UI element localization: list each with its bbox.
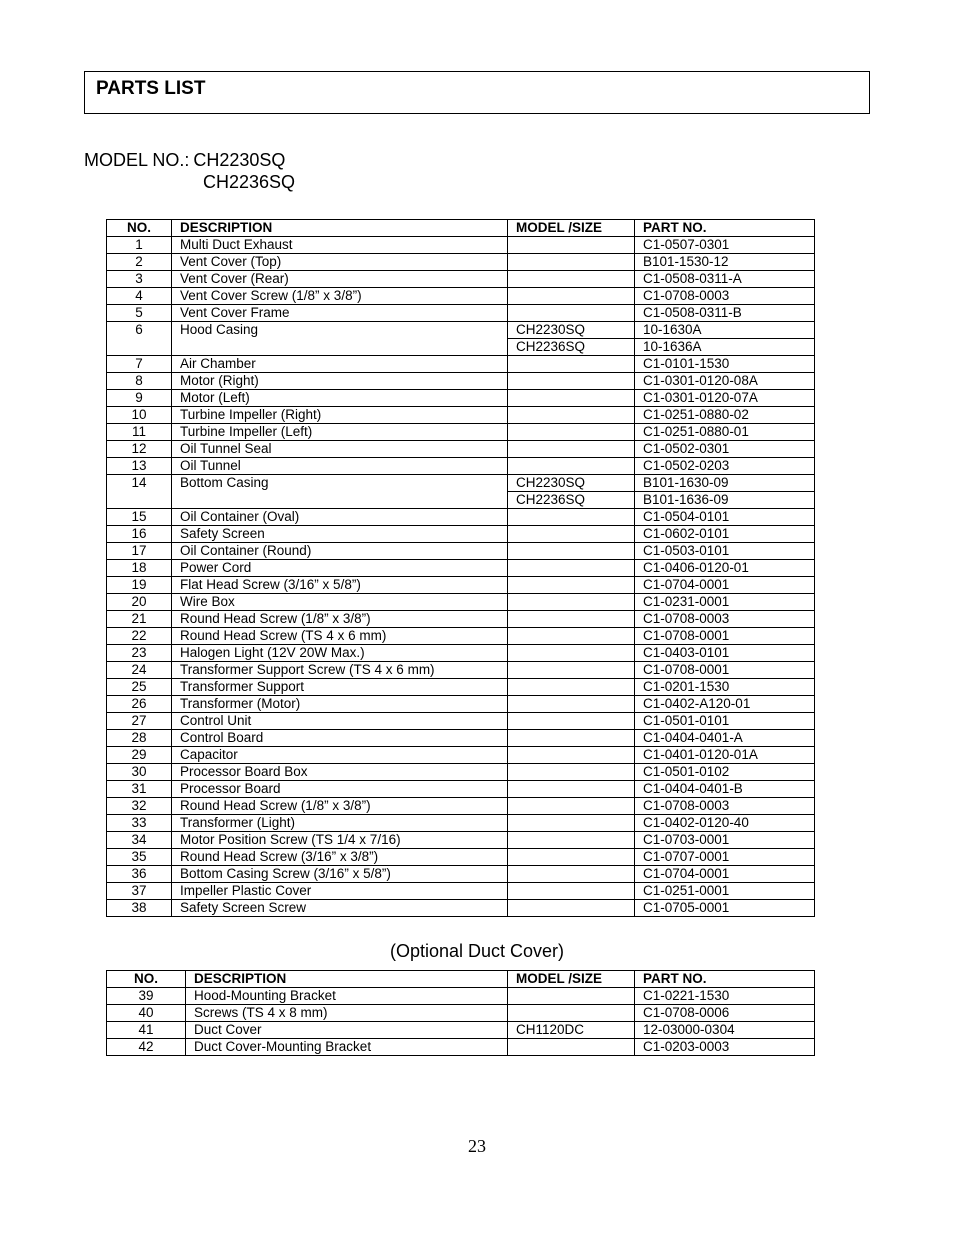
- part-number-cell: 6: [107, 322, 172, 339]
- model-size-cell: [508, 1039, 635, 1056]
- part-number-cell: 20: [107, 594, 172, 611]
- part-number-cell: 34: [107, 832, 172, 849]
- title-box: [84, 71, 870, 114]
- part-no-cell: C1-0503-0101: [635, 543, 815, 560]
- part-number-cell: 24: [107, 662, 172, 679]
- part-number-cell: 14: [107, 475, 172, 492]
- description-cell: Wire Box: [172, 594, 508, 611]
- col-header-part: PART NO.: [635, 971, 815, 988]
- description-cell: Safety Screen: [172, 526, 508, 543]
- table-row: [107, 730, 815, 747]
- model-size-cell: [508, 373, 635, 390]
- part-number-cell: 32: [107, 798, 172, 815]
- parts-table: [106, 219, 815, 917]
- model-size-cell: [508, 509, 635, 526]
- page-title: PARTS LIST: [96, 78, 206, 99]
- col-header-no: NO.: [107, 220, 172, 237]
- part-no-cell: C1-0705-0001: [635, 900, 815, 917]
- part-number-cell: 13: [107, 458, 172, 475]
- table-row: [107, 288, 815, 305]
- model-size-cell: [508, 424, 635, 441]
- description-cell: Motor Position Screw (TS 1/4 x 7/16): [172, 832, 508, 849]
- model-size-cell: [508, 271, 635, 288]
- model-size-cell: [508, 988, 635, 1005]
- table-row: [107, 390, 815, 407]
- part-no-cell: 12-03000-0304: [635, 1022, 815, 1039]
- part-number-cell: 12: [107, 441, 172, 458]
- model-size-cell: [508, 679, 635, 696]
- part-no-cell: C1-0402-0120-40: [635, 815, 815, 832]
- part-no-cell: C1-0501-0101: [635, 713, 815, 730]
- table-row: [107, 1022, 815, 1039]
- table-row: [107, 883, 815, 900]
- description-cell: Safety Screen Screw: [172, 900, 508, 917]
- description-cell: Duct Cover-Mounting Bracket: [186, 1039, 508, 1056]
- part-number-cell: 18: [107, 560, 172, 577]
- description-cell: Round Head Screw (TS 4 x 6 mm): [172, 628, 508, 645]
- optional-section-title: (Optional Duct Cover): [389, 941, 565, 961]
- part-no-cell: C1-0708-0003: [635, 798, 815, 815]
- part-number-cell: 25: [107, 679, 172, 696]
- model-size-cell: [508, 526, 635, 543]
- table-row: [107, 458, 815, 475]
- table-row: [107, 781, 815, 798]
- description-cell: Control Unit: [172, 713, 508, 730]
- model-number-2: CH2236SQ: [203, 172, 296, 192]
- model-size-cell: [508, 832, 635, 849]
- model-size-cell: [508, 560, 635, 577]
- part-no-cell: C1-0501-0102: [635, 764, 815, 781]
- table-row: [107, 373, 815, 390]
- part-number-cell: [107, 339, 172, 356]
- part-number-cell: 26: [107, 696, 172, 713]
- table-row: [107, 662, 815, 679]
- part-number-cell: 19: [107, 577, 172, 594]
- part-no-cell: B101-1530-12: [635, 254, 815, 271]
- part-no-cell: C1-0201-1530: [635, 679, 815, 696]
- part-number-cell: 16: [107, 526, 172, 543]
- table-row: [107, 424, 815, 441]
- table-row: [107, 526, 815, 543]
- part-number-cell: 33: [107, 815, 172, 832]
- model-size-cell: [508, 866, 635, 883]
- model-size-cell: [508, 730, 635, 747]
- part-number-cell: 15: [107, 509, 172, 526]
- model-size-cell: [508, 1005, 635, 1022]
- table-row: [107, 713, 815, 730]
- model-size-cell: [508, 288, 635, 305]
- table-row: [107, 849, 815, 866]
- part-no-cell: C1-0507-0301: [635, 237, 815, 254]
- model-size-cell: [508, 356, 635, 373]
- description-cell: Processor Board Box: [172, 764, 508, 781]
- description-cell: Round Head Screw (1/8” x 3/8”): [172, 798, 508, 815]
- part-number-cell: 41: [107, 1022, 186, 1039]
- part-number-cell: 1: [107, 237, 172, 254]
- part-number-cell: 21: [107, 611, 172, 628]
- table-row: [107, 237, 815, 254]
- description-cell: Multi Duct Exhaust: [172, 237, 508, 254]
- table-row: [107, 356, 815, 373]
- part-no-cell: C1-0251-0880-01: [635, 424, 815, 441]
- part-number-cell: 7: [107, 356, 172, 373]
- col-header-model: MODEL /SIZE: [508, 971, 635, 988]
- part-number-cell: 5: [107, 305, 172, 322]
- model-size-cell: CH2230SQ: [508, 322, 635, 339]
- model-number-1: CH2230SQ: [193, 150, 286, 170]
- table-row: [107, 322, 815, 339]
- description-cell: Vent Cover Screw (1/8” x 3/8”): [172, 288, 508, 305]
- description-cell: Power Cord: [172, 560, 508, 577]
- part-number-cell: 30: [107, 764, 172, 781]
- table-row: [107, 764, 815, 781]
- model-size-cell: [508, 662, 635, 679]
- part-number-cell: 22: [107, 628, 172, 645]
- model-size-cell: [508, 577, 635, 594]
- optional-parts-table: [106, 970, 815, 1056]
- part-no-cell: C1-0251-0880-02: [635, 407, 815, 424]
- part-no-cell: C1-0502-0203: [635, 458, 815, 475]
- col-header-part: PART NO.: [635, 220, 815, 237]
- table-row: [107, 747, 815, 764]
- part-number-cell: 35: [107, 849, 172, 866]
- part-no-cell: C1-0101-1530: [635, 356, 815, 373]
- table-row: [107, 866, 815, 883]
- parts-table-header: [107, 220, 815, 237]
- table-row: [107, 696, 815, 713]
- description-cell: [172, 339, 508, 356]
- table-row: [107, 305, 815, 322]
- model-label: MODEL NO.:: [84, 150, 190, 170]
- part-no-cell: C1-0707-0001: [635, 849, 815, 866]
- description-cell: Control Board: [172, 730, 508, 747]
- part-no-cell: C1-0602-0101: [635, 526, 815, 543]
- part-number-cell: 38: [107, 900, 172, 917]
- part-no-cell: C1-0403-0101: [635, 645, 815, 662]
- description-cell: Duct Cover: [186, 1022, 508, 1039]
- part-number-cell: 36: [107, 866, 172, 883]
- model-size-cell: [508, 543, 635, 560]
- table-row: [107, 492, 815, 509]
- description-cell: Screws (TS 4 x 8 mm): [186, 1005, 508, 1022]
- model-size-cell: [508, 441, 635, 458]
- part-no-cell: C1-0404-0401-B: [635, 781, 815, 798]
- part-number-cell: 4: [107, 288, 172, 305]
- model-size-cell: [508, 781, 635, 798]
- part-no-cell: C1-0708-0003: [635, 611, 815, 628]
- part-number-cell: 11: [107, 424, 172, 441]
- part-number-cell: 40: [107, 1005, 186, 1022]
- part-number-cell: 23: [107, 645, 172, 662]
- part-number-cell: 28: [107, 730, 172, 747]
- description-cell: Bottom Casing: [172, 475, 508, 492]
- part-no-cell: C1-0231-0001: [635, 594, 815, 611]
- part-number-cell: 42: [107, 1039, 186, 1056]
- table-row: [107, 900, 815, 917]
- table-row: [107, 1039, 815, 1056]
- model-size-cell: [508, 849, 635, 866]
- part-no-cell: C1-0404-0401-A: [635, 730, 815, 747]
- part-number-cell: 29: [107, 747, 172, 764]
- model-size-cell: CH2230SQ: [508, 475, 635, 492]
- description-cell: Air Chamber: [172, 356, 508, 373]
- table-row: [107, 594, 815, 611]
- part-no-cell: C1-0502-0301: [635, 441, 815, 458]
- part-no-cell: C1-0221-1530: [635, 988, 815, 1005]
- part-no-cell: C1-0708-0001: [635, 628, 815, 645]
- table-row: [107, 798, 815, 815]
- model-size-cell: [508, 815, 635, 832]
- description-cell: Oil Container (Round): [172, 543, 508, 560]
- table-row: [107, 254, 815, 271]
- table-row: [107, 441, 815, 458]
- description-cell: Oil Container (Oval): [172, 509, 508, 526]
- description-cell: Impeller Plastic Cover: [172, 883, 508, 900]
- part-no-cell: C1-0203-0003: [635, 1039, 815, 1056]
- part-number-cell: [107, 492, 172, 509]
- part-no-cell: B101-1630-09: [635, 475, 815, 492]
- model-size-cell: [508, 237, 635, 254]
- description-cell: Round Head Screw (1/8” x 3/8”): [172, 611, 508, 628]
- model-size-cell: [508, 390, 635, 407]
- part-number-cell: 8: [107, 373, 172, 390]
- model-size-cell: [508, 645, 635, 662]
- part-number-cell: 27: [107, 713, 172, 730]
- description-cell: Bottom Casing Screw (3/16” x 5/8”): [172, 866, 508, 883]
- part-no-cell: 10-1630A: [635, 322, 815, 339]
- table-row: [107, 577, 815, 594]
- model-size-cell: CH2236SQ: [508, 339, 635, 356]
- col-header-description: DESCRIPTION: [186, 971, 508, 988]
- table-row: [107, 271, 815, 288]
- optional-table-header: [107, 971, 815, 988]
- part-no-cell: 10-1636A: [635, 339, 815, 356]
- table-row: [107, 611, 815, 628]
- description-cell: Transformer Support: [172, 679, 508, 696]
- description-cell: Oil Tunnel Seal: [172, 441, 508, 458]
- part-no-cell: C1-0704-0001: [635, 577, 815, 594]
- table-row: [107, 679, 815, 696]
- part-number-cell: 2: [107, 254, 172, 271]
- part-number-cell: 37: [107, 883, 172, 900]
- description-cell: Flat Head Screw (3/16” x 5/8”): [172, 577, 508, 594]
- part-no-cell: C1-0703-0001: [635, 832, 815, 849]
- table-row: [107, 509, 815, 526]
- model-size-cell: [508, 305, 635, 322]
- description-cell: Transformer (Motor): [172, 696, 508, 713]
- description-cell: Capacitor: [172, 747, 508, 764]
- description-cell: Transformer (Light): [172, 815, 508, 832]
- model-size-cell: [508, 900, 635, 917]
- table-row: [107, 407, 815, 424]
- part-no-cell: C1-0301-0120-08A: [635, 373, 815, 390]
- model-size-cell: [508, 883, 635, 900]
- description-cell: Hood-Mounting Bracket: [186, 988, 508, 1005]
- part-no-cell: C1-0251-0001: [635, 883, 815, 900]
- part-no-cell: C1-0401-0120-01A: [635, 747, 815, 764]
- model-size-cell: [508, 696, 635, 713]
- part-no-cell: C1-0708-0001: [635, 662, 815, 679]
- description-cell: Processor Board: [172, 781, 508, 798]
- part-number-cell: 9: [107, 390, 172, 407]
- model-block: [84, 149, 296, 192]
- table-row: [107, 475, 815, 492]
- model-size-cell: [508, 764, 635, 781]
- part-no-cell: C1-0508-0311-B: [635, 305, 815, 322]
- page-number: 23: [468, 1136, 486, 1156]
- description-cell: Hood Casing: [172, 322, 508, 339]
- model-size-cell: [508, 611, 635, 628]
- model-size-cell: [508, 254, 635, 271]
- model-size-cell: [508, 407, 635, 424]
- table-row: [107, 832, 815, 849]
- description-cell: [172, 492, 508, 509]
- table-row: [107, 645, 815, 662]
- part-number-cell: 39: [107, 988, 186, 1005]
- model-size-cell: [508, 713, 635, 730]
- model-size-cell: CH2236SQ: [508, 492, 635, 509]
- model-size-cell: [508, 594, 635, 611]
- description-cell: Turbine Impeller (Left): [172, 424, 508, 441]
- description-cell: Halogen Light (12V 20W Max.): [172, 645, 508, 662]
- part-no-cell: C1-0508-0311-A: [635, 271, 815, 288]
- description-cell: Transformer Support Screw (TS 4 x 6 mm): [172, 662, 508, 679]
- model-size-cell: [508, 798, 635, 815]
- table-row: [107, 628, 815, 645]
- description-cell: Oil Tunnel: [172, 458, 508, 475]
- part-no-cell: B101-1636-09: [635, 492, 815, 509]
- model-size-cell: [508, 628, 635, 645]
- description-cell: Motor (Left): [172, 390, 508, 407]
- table-row: [107, 988, 815, 1005]
- description-cell: Turbine Impeller (Right): [172, 407, 508, 424]
- col-header-description: DESCRIPTION: [172, 220, 508, 237]
- model-size-cell: CH1120DC: [508, 1022, 635, 1039]
- table-row: [107, 1005, 815, 1022]
- part-number-cell: 17: [107, 543, 172, 560]
- table-row: [107, 339, 815, 356]
- part-no-cell: C1-0301-0120-07A: [635, 390, 815, 407]
- model-size-cell: [508, 747, 635, 764]
- description-cell: Vent Cover Frame: [172, 305, 508, 322]
- table-row: [107, 815, 815, 832]
- col-header-no: NO.: [107, 971, 186, 988]
- part-no-cell: C1-0504-0101: [635, 509, 815, 526]
- part-no-cell: C1-0704-0001: [635, 866, 815, 883]
- col-header-model: MODEL /SIZE: [508, 220, 635, 237]
- part-no-cell: C1-0708-0006: [635, 1005, 815, 1022]
- description-cell: Vent Cover (Rear): [172, 271, 508, 288]
- part-number-cell: 31: [107, 781, 172, 798]
- table-row: [107, 543, 815, 560]
- model-size-cell: [508, 458, 635, 475]
- description-cell: Motor (Right): [172, 373, 508, 390]
- description-cell: Vent Cover (Top): [172, 254, 508, 271]
- table-row: [107, 560, 815, 577]
- description-cell: Round Head Screw (3/16” x 3/8”): [172, 849, 508, 866]
- part-no-cell: C1-0708-0003: [635, 288, 815, 305]
- part-no-cell: C1-0402-A120-01: [635, 696, 815, 713]
- part-number-cell: 10: [107, 407, 172, 424]
- part-no-cell: C1-0406-0120-01: [635, 560, 815, 577]
- part-number-cell: 3: [107, 271, 172, 288]
